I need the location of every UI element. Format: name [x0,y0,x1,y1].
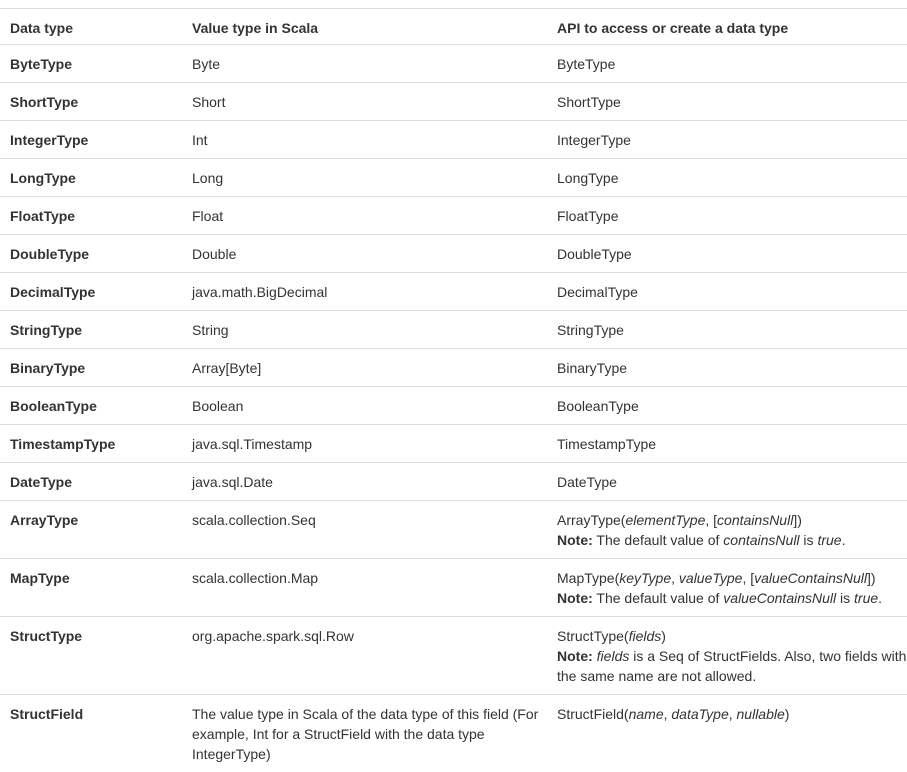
table-row [0,559,907,617]
note-text: The default value of [593,590,724,606]
row-api: BinaryType [547,349,907,387]
row-data-type: TimestampType [0,425,182,463]
row-data-type: BooleanType [0,387,182,425]
api-text: ]) [867,570,876,586]
api-arg: valueType [679,570,743,586]
row-value-type: Boolean [182,387,547,425]
note-text: is a Seq of StructFields. Also, two fields with the same name are not allowed. [557,648,906,684]
row-value-type: Double [182,235,547,273]
api-arg: nullable [737,706,785,722]
row-value-type: Byte [182,45,547,83]
row-api: ShortType [547,83,907,121]
row-api: DoubleType [547,235,907,273]
row-data-type: ArrayType [0,501,182,559]
row-api: DateType [547,463,907,501]
row-api: BooleanType [547,387,907,425]
api-text: ]) [793,512,802,528]
table-row [0,501,907,559]
table-row [0,121,907,159]
header-api: API to access or create a data type [547,9,907,45]
header-data-type: Data type [0,9,182,45]
api-text: ) [785,706,790,722]
row-data-type: IntegerType [0,121,182,159]
row-api [547,695,907,772]
row-api: FloatType [547,197,907,235]
row-data-type: MapType [0,559,182,617]
api-arg: elementType [625,512,705,528]
row-value-type: java.sql.Date [182,463,547,501]
row-data-type: DoubleType [0,235,182,273]
api-text: , [ [705,512,717,528]
api-arg: keyType [619,570,671,586]
api-arg: name [629,706,664,722]
api-arg: fields [629,628,662,644]
api-text: ) [661,628,666,644]
row-value-type: java.math.BigDecimal [182,273,547,311]
row-data-type: BinaryType [0,349,182,387]
note-text: is [800,532,818,548]
row-api: IntegerType [547,121,907,159]
row-data-type: DateType [0,463,182,501]
table-row [0,273,907,311]
api-text: StructField( [557,706,629,722]
note-label: Note: [557,648,593,664]
row-value-type: String [182,311,547,349]
data-types-table [0,8,907,772]
api-arg: valueContainsNull [754,570,867,586]
row-value-type: scala.collection.Map [182,559,547,617]
note-text: . [878,590,882,606]
row-data-type: DecimalType [0,273,182,311]
row-data-type: ByteType [0,45,182,83]
table-row [0,311,907,349]
row-api [547,501,907,559]
table-row [0,695,907,772]
row-data-type: StructType [0,617,182,695]
api-text: ArrayType( [557,512,625,528]
api-arg: dataType [671,706,728,722]
note-text: The default value of [593,532,724,548]
row-value-type: java.sql.Timestamp [182,425,547,463]
note-val: true [854,590,878,606]
note-text: is [836,590,854,606]
note-label: Note: [557,590,593,606]
row-value-type: Long [182,159,547,197]
note-var: valueContainsNull [723,590,836,606]
row-value-type: The value type in Scala of the data type of this field (For example, Int for a StructField with the data type IntegerType) [182,695,547,772]
table-row [0,235,907,273]
header-value-type: Value type in Scala [182,9,547,45]
row-value-type: Float [182,197,547,235]
row-api [547,559,907,617]
table-row [0,159,907,197]
table-row [0,45,907,83]
row-data-type: StringType [0,311,182,349]
api-text: StructType( [557,628,629,644]
note-var: fields [597,648,630,664]
table-row [0,197,907,235]
api-text: , [664,706,672,722]
row-data-type: LongType [0,159,182,197]
table-row [0,349,907,387]
table-header-row [0,9,907,45]
table-row [0,83,907,121]
table-row [0,463,907,501]
api-text: , [671,570,679,586]
row-value-type: org.apache.spark.sql.Row [182,617,547,695]
row-data-type: ShortType [0,83,182,121]
row-data-type: FloatType [0,197,182,235]
api-text: MapType( [557,570,619,586]
api-text: , [729,706,737,722]
row-value-type: scala.collection.Seq [182,501,547,559]
row-value-type: Int [182,121,547,159]
row-api: StringType [547,311,907,349]
table-row [0,617,907,695]
api-arg: containsNull [717,512,793,528]
row-api: DecimalType [547,273,907,311]
note-val: true [817,532,841,548]
table-row [0,425,907,463]
api-text: , [ [742,570,754,586]
row-value-type: Short [182,83,547,121]
row-data-type: StructField [0,695,182,772]
note-label: Note: [557,532,593,548]
note-text: . [842,532,846,548]
row-value-type: Array[Byte] [182,349,547,387]
row-api [547,617,907,695]
row-api: TimestampType [547,425,907,463]
row-api: LongType [547,159,907,197]
note-var: containsNull [723,532,799,548]
row-api: ByteType [547,45,907,83]
table-row [0,387,907,425]
